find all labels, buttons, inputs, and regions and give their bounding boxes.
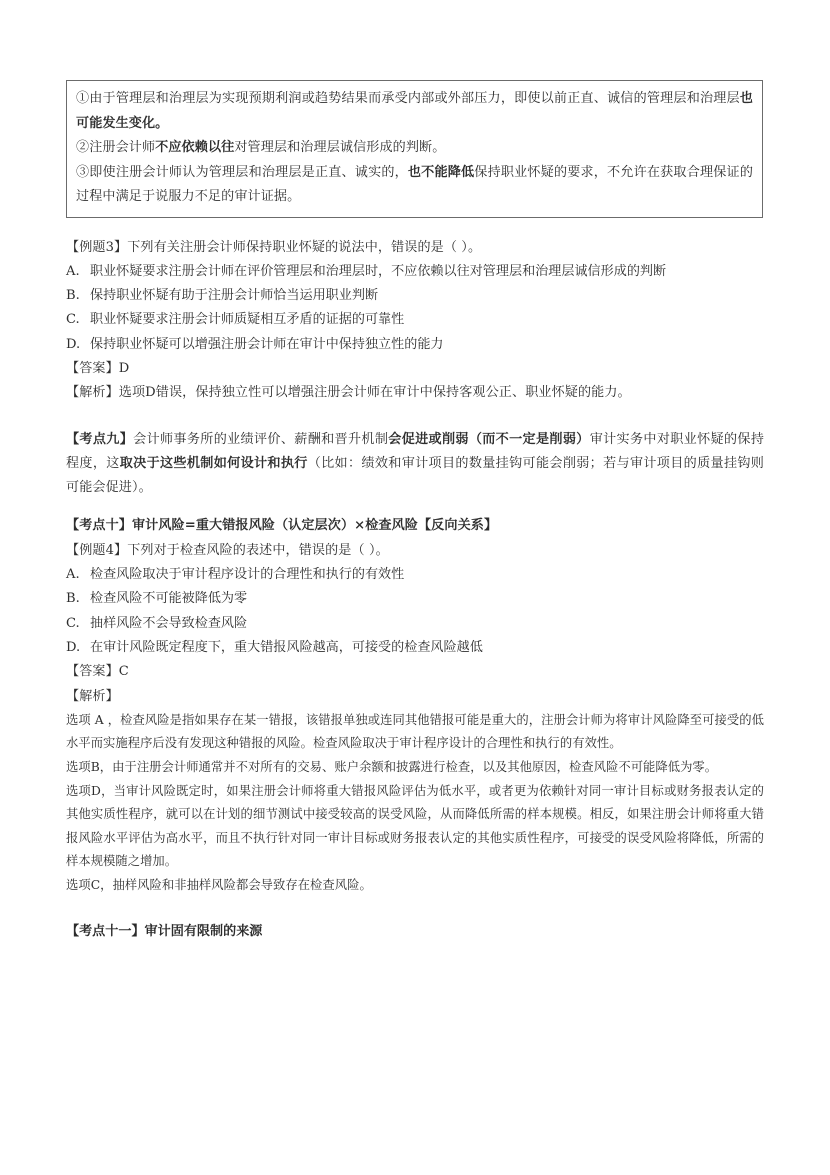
example3-option-b	[66, 284, 764, 308]
example4-option-b	[66, 587, 764, 611]
keypoint9-label: 【考点九】	[66, 431, 134, 447]
example3-analysis	[66, 381, 764, 405]
option-marker: B.	[66, 288, 80, 304]
callout-line-2-part-2: 不应依赖以往	[155, 140, 235, 155]
callout-line-3-part-2: 也不能降低	[407, 164, 475, 180]
example4-answer	[66, 660, 764, 684]
option-text: 检查风险不可能被降低为零	[90, 591, 248, 607]
example4-analysis-para-3: 选项D，当审计风险既定时，如果注册会计师将重大错报风险评估为低水平，或者更为依赖针对同一审计目标或财务报表认定的其他实质性程序，就可以在计划的细节测试中接受较高的误受风险，从而降低所需的样本规模。相反，如果注册会计师将重大错报风险水平评估为高水平，而且不执行针对同一审计目标或财务报表认定的其他实质性程序，可接受的误受风险将降低，所需的样本规模随之增加。	[66, 783, 764, 869]
answer-label: 【答案】	[66, 360, 119, 376]
spacer	[66, 898, 764, 920]
option-text: 检查风险取决于审计程序设计的合理性和执行的有效性	[90, 567, 405, 583]
option-marker: C.	[66, 615, 80, 631]
callout-line-2-part-1: ②注册会计师	[76, 140, 156, 155]
answer-label: 【答案】	[66, 664, 119, 680]
option-marker: D.	[66, 336, 81, 352]
option-marker: C.	[66, 312, 80, 328]
keypoint11-heading: 【考点十一】审计固有限制的来源	[66, 923, 263, 939]
document-content	[66, 80, 764, 944]
callout-line-2-part-3: 对管理层和治理层诚信形成的判断。	[234, 140, 446, 155]
option-marker: D.	[66, 639, 81, 655]
analysis-label: 【解析】	[66, 385, 119, 401]
option-text: 抽样风险不会导致检查风险	[90, 615, 248, 631]
example4-stem: 【例题4】下列对于检查风险的表述中，错误的是（ ）。	[66, 542, 389, 558]
callout-line-1-part-1: ①由于管理层和治理层为实现预期利润或趋势结果而承受内部或外部压力，即使以前正直、诚信的管理层和治理层	[76, 91, 740, 106]
keypoint9-part-2: 会计师事务所的业绩评价、薪酬和晋升机制	[133, 431, 389, 447]
callout-line-3-part-1: ③即使注册会计师认为管理层和治理层是正直、诚实的，	[76, 164, 408, 180]
option-text: 职业怀疑要求注册会计师在评价管理层和治理层时，不应依赖以往对管理层和治理层诚信形成的判断	[90, 263, 667, 279]
keypoint9-part-5: 取决于这些机制如何设计和执行	[119, 455, 308, 471]
keypoint10-heading: 【考点十】审计风险=重大错报风险（认定层次）×检查风险【反向关系】	[66, 518, 498, 534]
keypoint9-part-6: （比如：绩效和审计项目的数量挂钩可能会削弱；若与审计项目的质量挂钩则可能会促进）。	[66, 455, 764, 496]
example4-option-d	[66, 636, 764, 660]
keypoint9-part-3: 会促进或削弱（而不一定是削弱）	[388, 431, 590, 447]
spacer	[66, 500, 764, 514]
answer-value: C	[118, 664, 129, 680]
analysis-text: 选项D错误，保持独立性可以增强注册会计师在审计中保持客观公正、职业怀疑的能力。	[118, 385, 631, 401]
option-marker: B.	[66, 591, 80, 607]
example4-analysis-label: 【解析】	[66, 688, 119, 704]
keypoint9-part-4: 审计实务中对职业怀疑的保持程度，这	[66, 431, 765, 471]
option-text: 保持职业怀疑可以增强注册会计师在审计中保持独立性的能力	[90, 336, 444, 352]
example3-option-d	[66, 333, 764, 357]
spacer	[66, 406, 764, 428]
example4-analysis-para-2: 选项B，由于注册会计师通常并不对所有的交易、账户余额和披露进行检查，以及其他原因，检查风险不可能降低为零。	[66, 760, 718, 775]
example3-option-a	[66, 260, 764, 284]
option-text: 在审计风险既定程度下，重大错报风险越高，可接受的检查风险越低	[90, 639, 483, 655]
option-marker: A.	[66, 263, 80, 279]
option-text: 保持职业怀疑有助于注册会计师恰当运用职业判断	[90, 288, 379, 304]
example4-option-a	[66, 563, 764, 587]
example3-answer	[66, 357, 764, 381]
example4-analysis-para-1: 选项 A ，检查风险是指如果存在某一错报，该错报单独或连同其他错报可能是重大的，注册会计师为将审计风险降至可接受的低水平而实施程序后没有发现这种错报的风险。检查风险取决于审计程序设计的合理性和执行的有效性。	[66, 712, 764, 751]
example4-option-c	[66, 612, 764, 636]
keypoint9-paragraph	[66, 428, 764, 501]
option-text: 职业怀疑要求注册会计师质疑相互矛盾的证据的可靠性	[90, 312, 405, 328]
example4-analysis-para-4: 选项C，抽样风险和非抽样风险都会导致存在检查风险。	[66, 878, 372, 892]
callout-line-3-part-3: 保持职业怀疑的要求，不允许在获取合理保证的过程中满足于说服力不足的审计证据。	[76, 164, 754, 204]
example3-option-c	[66, 308, 764, 332]
callout-line-1-part-2: 也可能发生变化。	[76, 91, 753, 131]
callout-box	[66, 80, 763, 218]
option-marker: A.	[66, 567, 80, 583]
example3-stem: 【例题3】下列有关注册会计师保持职业怀疑的说法中，错误的是（ ）。	[66, 239, 482, 255]
callout-paragraph	[76, 87, 753, 210]
answer-value: D	[118, 360, 130, 376]
